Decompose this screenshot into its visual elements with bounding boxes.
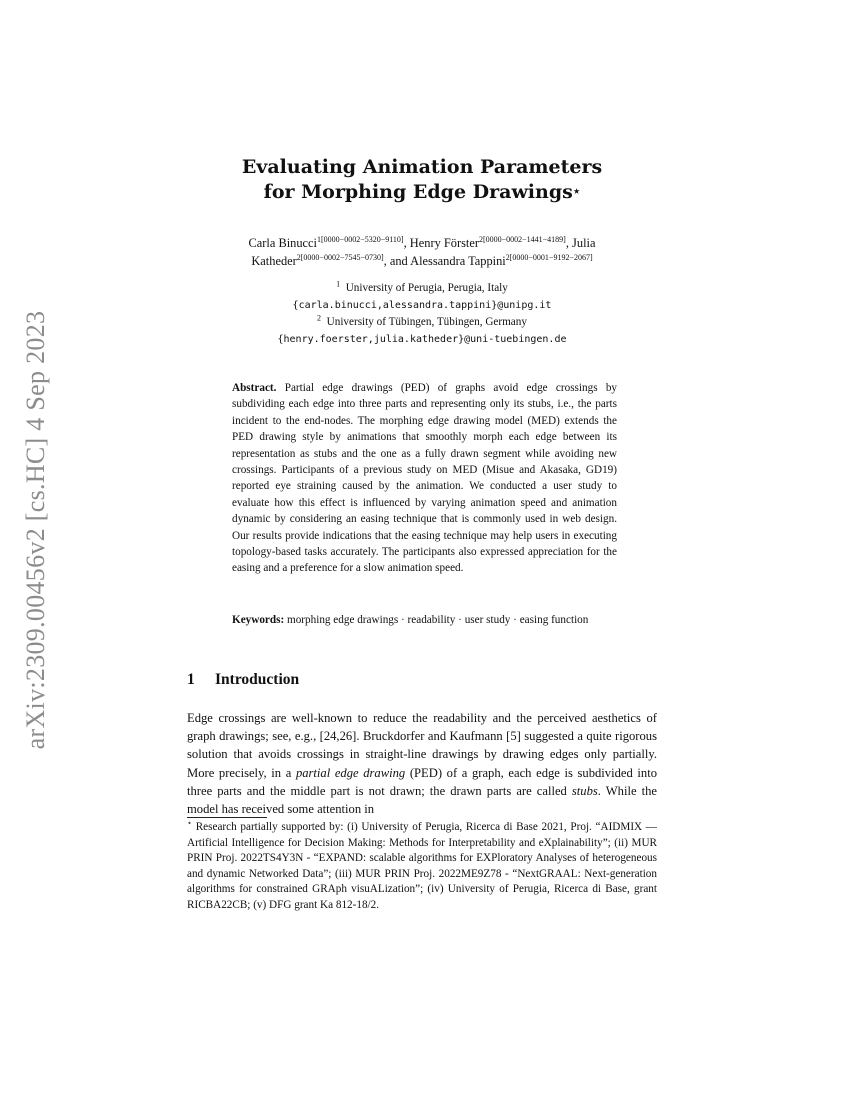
abstract — [232, 380, 617, 577]
affiliation-email: {carla.binucci,alessandra.tappini}@unipg.it — [292, 300, 552, 311]
footnote-rule — [187, 817, 267, 818]
body-emphasis: partial edge drawing — [295, 765, 406, 780]
body-text: (PED) of a graph, each edge is subdivided into three parts and the middle part is not drawn; the drawn parts are called — [187, 765, 657, 798]
paper-title — [187, 155, 657, 205]
author-name: Julia Katheder — [251, 236, 596, 268]
author-orcid: 2[0000−0001−9192−2067] — [505, 252, 593, 262]
author-orcid: 2[0000−0002−1441−4189] — [478, 234, 566, 244]
author-name: Henry Förster — [409, 236, 479, 250]
author-name: Carla Binucci — [248, 236, 318, 250]
title-line-1: Evaluating Animation Parameters — [241, 156, 603, 178]
body-text: . While the model has received some attention in — [187, 783, 657, 817]
abstract-text: Partial edge drawings (PED) of graphs avoid edge crossings by subdividing each edge into three parts and representing only its stubs, i.e., the parts incident to the end-nodes. The morphing edge drawing model (MED) extends the PED drawing style by animations that smoothly morph each edge between its representation as stubs and the one as a fully drawn segment while avoiding new crossings. Participants of a previous study on MED (Misue and Akasaka, GD19) reported eye straining caused by the animation. We conducted a user study to evaluate how this effect is influenced by varying animation speed and animation dynamic by considering an easing technique that is commonly used in web design. Our results provide indications that the easing technique may help users in executing topology-based tasks accurately. The participants also expressed appreciation for the easing and a preference for a slow animation speed. — [232, 382, 618, 575]
keywords-text: morphing edge drawings · readability · user study · easing function — [287, 614, 589, 626]
affiliations — [187, 280, 657, 348]
affiliation-institution: University of Tübingen, Tübingen, Germany — [326, 316, 527, 328]
affiliation-number: 1 — [336, 279, 341, 289]
footnote-mark: ⋆ — [187, 818, 193, 828]
keywords-heading: Keywords: — [232, 614, 285, 626]
title-footnote-mark: ⋆ — [572, 184, 581, 198]
author-orcid: 1[0000−0002−5320−9110] — [317, 234, 404, 244]
body-text: Edge crossings are well-known to reduce the readability and the perceived aesthetics of graph drawings; see, e.g., [24,26]. Bruckdorfer and Kaufmann [5] suggested a quite rigorous solution that avoids crossings in straight-line drawings by drawing edges only partially. More precisely, in a — [187, 711, 657, 780]
author-separator: , and — [383, 254, 411, 268]
author-orcid: 2[0000−0002−7545−0730] — [296, 252, 384, 262]
body-paragraph — [187, 709, 657, 818]
abstract-heading: Abstract. — [232, 382, 277, 394]
affiliation-number: 2 — [317, 313, 322, 323]
footnote — [187, 820, 657, 914]
author-separator: , — [403, 236, 410, 250]
section-heading — [187, 671, 299, 689]
keywords — [232, 612, 617, 628]
arxiv-identifier: arXiv:2309.00456v2 [cs.HC] 4 Sep 2023 — [21, 310, 50, 750]
title-line-2: for Morphing Edge Drawings — [263, 181, 573, 203]
arxiv-sidebar — [6, 300, 66, 760]
affiliation-email: {henry.foerster,julia.katheder}@uni-tuebingen.de — [277, 334, 567, 345]
body-emphasis: stubs — [571, 783, 598, 798]
author-separator: , — [565, 236, 573, 250]
affiliation-institution: University of Perugia, Perugia, Italy — [345, 282, 508, 294]
section-title: Introduction — [215, 671, 300, 688]
author-list — [187, 234, 657, 270]
author-name: Alessandra Tappini — [410, 254, 506, 268]
section-number: 1 — [187, 671, 195, 688]
footnote-text: Research partially supported by: (i) University of Perugia, Ricerca di Base 2021, Proj. “AIDMIX — Artificial Intelligence for Decision Making: Methods for Interpretability and eXplainability”; (ii) MUR PRIN Proj. 2022TS4Y3N - “EXPAND: scalable algorithms for EXPloratory Analyses of heterogeneous and dynamic Networked Data”; (iii) MUR PRIN Proj. 2022ME9Z78 - “NextGRAAL: Next-generation algorithms for constrained GRAph visuALization”; (iv) University of Perugia, Ricerca di Base, grant RICBA22CB; (v) DFG grant Ka 812-18/2. — [187, 821, 657, 911]
